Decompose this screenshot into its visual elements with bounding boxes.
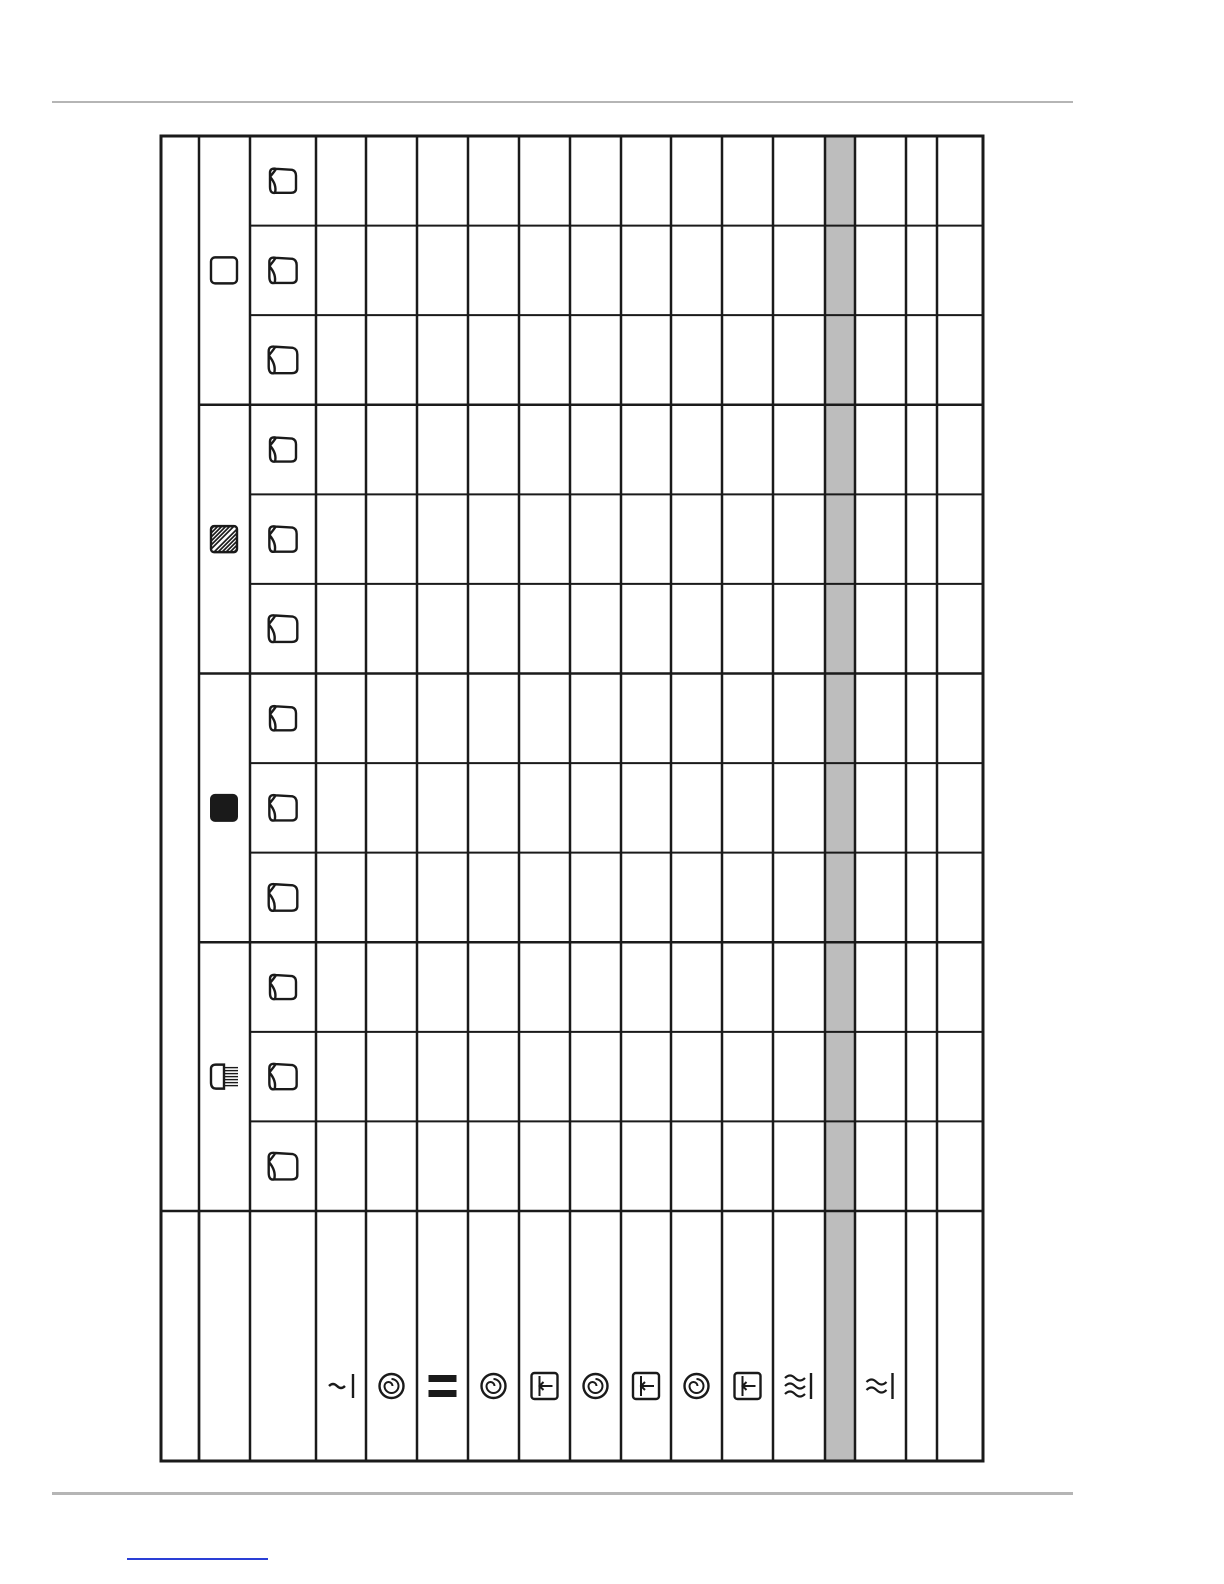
loaf-medium-icon — [269, 1064, 296, 1090]
loaf-large-icon — [269, 615, 298, 642]
crust-dark-icon — [211, 795, 237, 821]
loaf-large-icon — [269, 884, 298, 911]
loaf-large-icon — [269, 347, 298, 374]
loaf-small-icon — [270, 169, 296, 193]
loaf-small-icon — [270, 706, 296, 730]
preheat-icon — [329, 1374, 353, 1398]
knead-icon — [482, 1374, 506, 1398]
rise-icon — [633, 1373, 659, 1399]
keep-warm-icon — [867, 1373, 893, 1399]
loaf-medium-icon — [269, 526, 296, 552]
knead-icon — [584, 1374, 608, 1398]
loaf-medium-icon — [269, 258, 296, 284]
rise-icon — [532, 1373, 558, 1399]
pause-icon — [429, 1375, 457, 1397]
loaf-medium-icon — [269, 795, 296, 821]
loaf-small-icon — [270, 975, 296, 999]
footer-rule — [52, 1492, 1073, 1495]
loaf-large-icon — [269, 1153, 298, 1180]
rise-icon — [735, 1373, 761, 1399]
crust-rapid-icon — [211, 1065, 238, 1089]
crust-light-icon — [211, 257, 237, 283]
crust-medium-icon — [211, 526, 237, 552]
knead-icon — [685, 1374, 709, 1398]
loaf-small-icon — [270, 437, 296, 461]
knead-icon — [380, 1374, 404, 1398]
footer-link-underline[interactable] — [127, 1558, 268, 1560]
bake-icon — [785, 1373, 811, 1399]
